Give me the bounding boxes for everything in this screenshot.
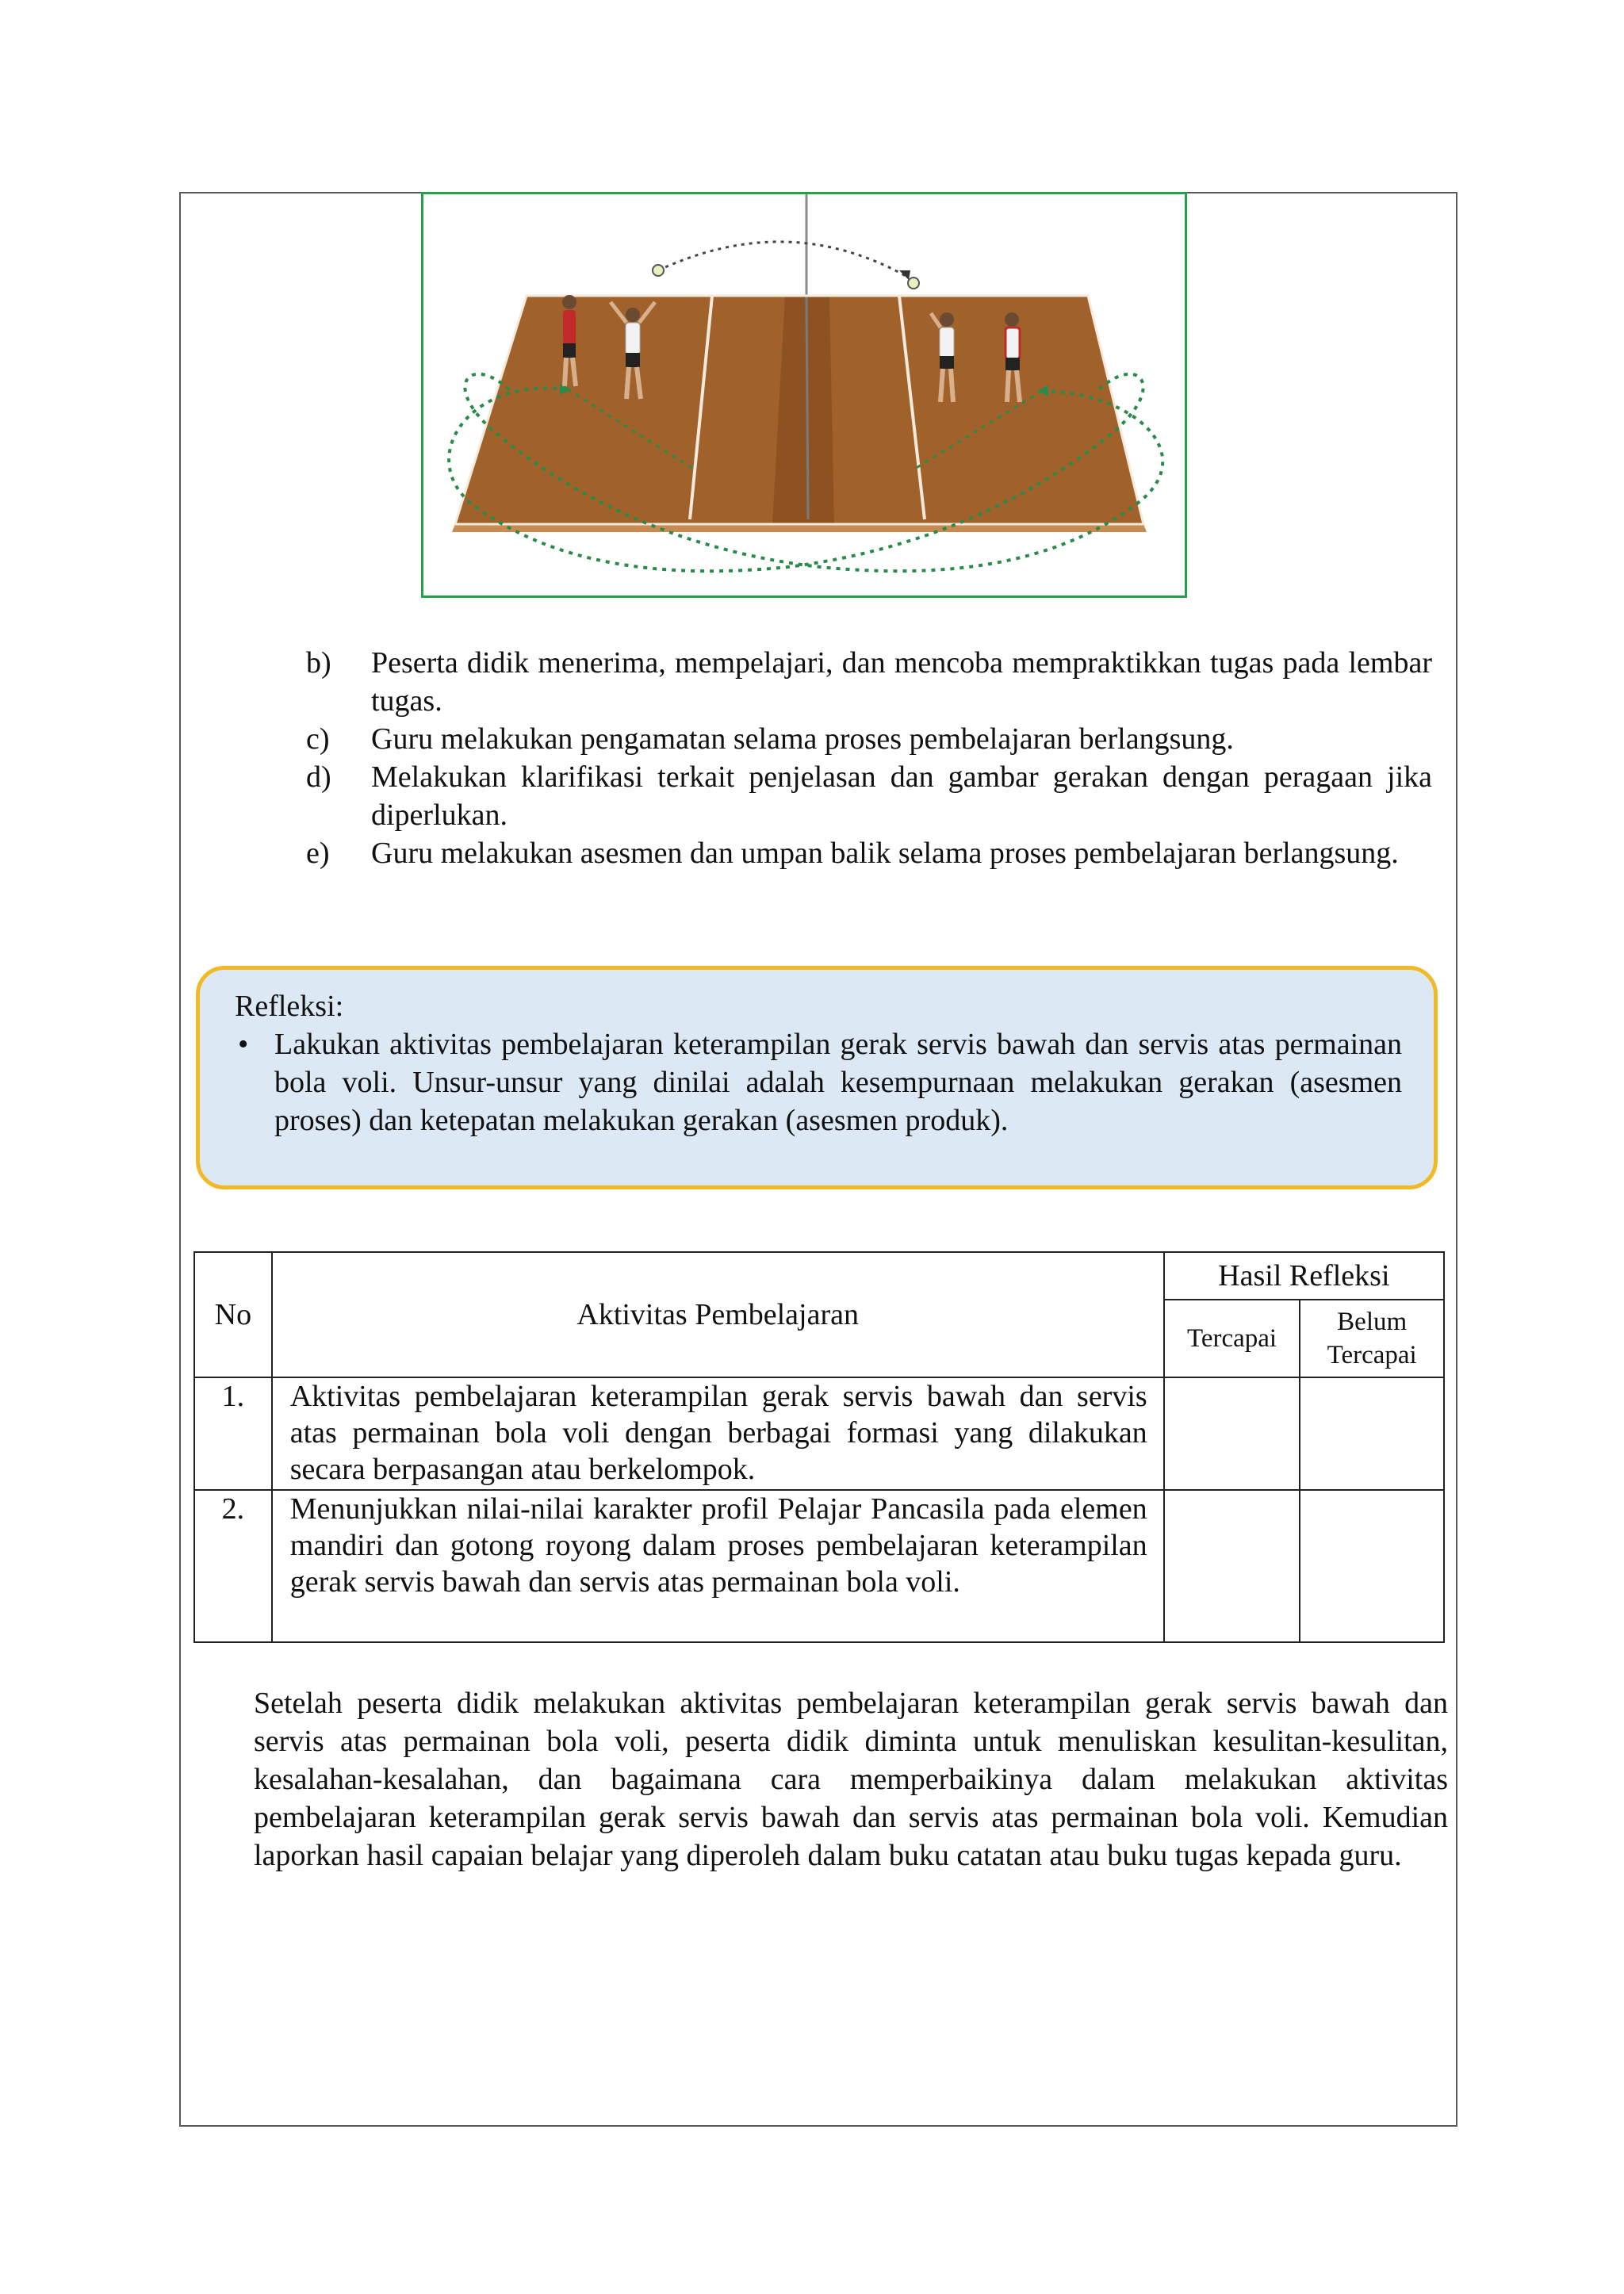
ball-icon <box>653 265 664 276</box>
closing-paragraph: Setelah peserta didik melakukan aktivitas pembelajaran keterampilan gerak servis bawah dan servis atas permainan bola voli, peserta didik diminta untuk menuliskan kesulitan-kesulitan, kesalahan-kesalahan, dan bagaimana cara memperbaikinya dalam melakukan aktivitas pembelajaran keterampilan gerak servis bawah dan servis atas permainan bola voli. Kemudian laporkan hasil capaian belajar yang diperoleh dalam buku catatan atau buku tugas kepada guru. <box>254 1687 1448 1872</box>
arrow-head <box>899 270 910 280</box>
net-line <box>806 296 808 519</box>
header-no: No <box>194 1252 272 1377</box>
step-item <box>306 834 1432 872</box>
header-not-achieved-line2: Tercapai <box>1327 1341 1417 1369</box>
header-activity: Aktivitas Pembelajaran <box>272 1252 1164 1377</box>
bullet-icon: • <box>238 1028 249 1061</box>
court-illustration <box>423 194 1185 596</box>
step-marker: b) <box>306 646 331 680</box>
step-marker: c) <box>306 722 330 756</box>
table-row <box>194 1490 1444 1642</box>
step-text: Melakukan klarifikasi terkait penjelasan dan gambar gerakan dengan peragaan jika diperlukan. <box>371 760 1432 832</box>
step-text: Guru melakukan pengamatan selama proses pembelajaran berlangsung. <box>371 722 1234 756</box>
procedure-steps <box>306 644 1432 872</box>
header-not-achieved <box>1300 1300 1444 1377</box>
reflection-table <box>193 1251 1445 1643</box>
achieved-cell[interactable] <box>1164 1377 1300 1490</box>
reflection-box <box>196 966 1438 1189</box>
ball-flight-path <box>658 242 907 277</box>
row-number: 2. <box>194 1490 272 1642</box>
header-achieved: Tercapai <box>1164 1300 1300 1377</box>
reflection-item <box>235 1025 1402 1139</box>
row-number: 1. <box>194 1377 272 1490</box>
step-text: Peserta didik menerima, mempelajari, dan mencoba mempraktikkan tugas pada lembar tugas. <box>371 646 1432 718</box>
step-text: Guru melakukan asesmen dan umpan balik selama proses pembelajaran berlangsung. <box>371 837 1399 870</box>
volleyball-court-figure <box>421 192 1187 598</box>
row-activity: Aktivitas pembelajaran keterampilan gerak servis bawah dan servis atas permainan bola voli dengan berbagai formasi yang dilakukan secara berpasangan atau berkelompok. <box>272 1377 1164 1490</box>
step-item <box>306 758 1432 834</box>
row-activity: Menunjukkan nilai-nilai karakter profil Pelajar Pancasila pada elemen mandiri dan gotong royong dalam proses pembelajaran keterampilan gerak servis bawah dan servis atas permainan bola voli. <box>272 1490 1164 1642</box>
achieved-cell[interactable] <box>1164 1490 1300 1642</box>
step-marker: d) <box>306 760 331 794</box>
not-achieved-cell[interactable] <box>1300 1490 1444 1642</box>
not-achieved-cell[interactable] <box>1300 1377 1444 1490</box>
ball-icon <box>908 278 919 289</box>
step-marker: e) <box>306 837 330 870</box>
header-not-achieved-line1: Belum <box>1337 1308 1408 1336</box>
step-item <box>306 720 1432 758</box>
header-result: Hasil Refleksi <box>1164 1252 1444 1300</box>
step-item <box>306 644 1432 720</box>
table-row <box>194 1377 1444 1490</box>
reflection-title: Refleksi: <box>235 990 344 1023</box>
reflection-list <box>235 1025 1402 1139</box>
reflection-text: Lakukan aktivitas pembelajaran keterampilan gerak servis bawah dan servis atas permainan bola voli. Unsur-unsur yang dinilai adalah kesempurnaan melakukan gerakan (asesmen proses) dan ketepatan melakukan gerakan (asesmen produk). <box>274 1028 1402 1137</box>
